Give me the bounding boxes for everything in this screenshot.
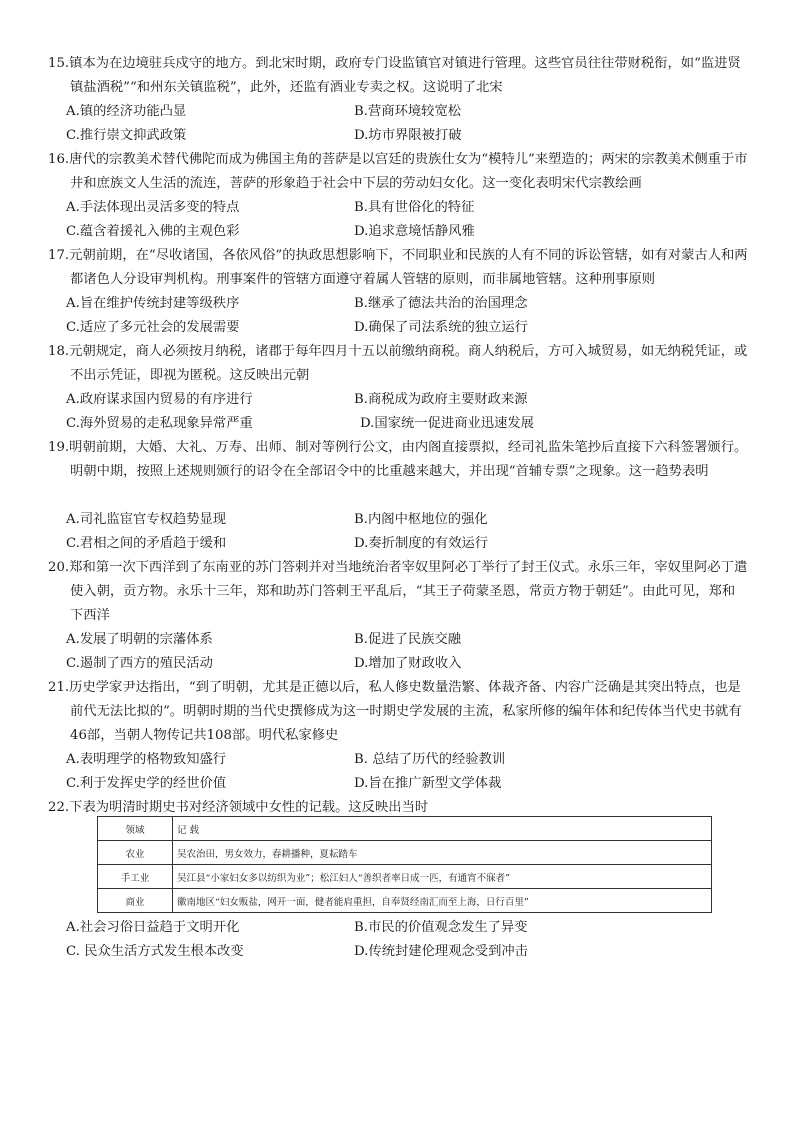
question-19-option-d: D.奏折制度的有效运行	[354, 536, 489, 551]
question-18	[48, 340, 748, 388]
table-cell: 记 载	[173, 817, 712, 841]
question-21-stem: 21.历史学家尹达指出，“到了明朝，尤其是正德以后，私人修史数量浩繁、体裁齐备、内容广泛确是其突出特点，也是前代无法比拟的”。明朝时期的当代史撰修成为这一时期史学发展的主流，私家所修的编年体和纪传体当代史书就有46部，当朝人物传记共108部。明代私家修史	[48, 680, 742, 743]
question-19-stem: 19.明朝前期，大婚、大礼、万寿、出师、制对等例行公文，由内阁直接票拟，经司礼监朱笔抄后直接下六科签署颁行。明朝中期，按照上述规则颁行的诏令在全部诏令中的比重越来越大，并出现“首辅专票”之现象。这一趋势表明	[48, 440, 748, 479]
question-17-option-a: A.旨在维护传统封建等级秩序	[66, 296, 240, 311]
question-21-option-a: A.表明理学的格物致知盛行	[66, 752, 227, 767]
question-21-option-d: D.旨在推广新型文学体裁	[354, 776, 502, 791]
table-header-row	[98, 817, 712, 841]
question-15-option-b: B.营商环境较宽松	[354, 104, 462, 119]
question-20-option-b: B.促进了民族交融	[354, 632, 462, 647]
question-21-option-b: B. 总结了历代的经验教训	[354, 752, 506, 767]
question-16-option-a: A.手法体现出灵活多变的特点	[66, 200, 240, 215]
question-17-stem: 17.元朝前期，在“尽收诸国，各依风俗”的执政思想影响下，不同职业和民族的人有不同的诉讼管辖，如有对蒙古人和两都诸色人分设审判机构。刑事案件的管辖方面遵守着属人管辖的原则，而非属地管辖。这种刑事原则	[48, 248, 748, 287]
question-19-option-c: C.君相之间的矛盾趋于缓和	[66, 536, 227, 551]
question-16-option-d: D.追求意境恬静风雅	[354, 224, 475, 239]
table-cell: 农业	[98, 841, 173, 865]
question-22-option-a: A.社会习俗日益趋于文明开化	[66, 920, 240, 935]
question-15-option-a: A.镇的经济功能凸显	[66, 104, 187, 119]
question-18-option-d: D.国家统一促进商业迅速发展	[360, 416, 534, 431]
question-16-stem: 16.唐代的宗教美术替代佛陀而成为佛国主角的菩萨是以宫廷的贵族仕女为“模特儿”来塑造的；两宋的宗教美术侧重于市井和庶族文人生活的流连，菩萨的形象趋于社会中下层的劳动妇女化。这一变化表明宋代宗教绘画	[48, 152, 748, 191]
question-22-option-b: B.市民的价值观念发生了异变	[354, 920, 528, 935]
question-20-stem: 20.郑和第一次下西洋到了东南亚的苏门答剌并对当地统治者宰奴里阿必丁举行了封王仪式。永乐三年，宰奴里阿必丁遣使入朝，贡方物。永乐十三年，郑和助苏门答剌王平乱后，“其王子荷蒙圣恩，常贡方物于朝廷”。由此可见，郑和下西洋	[48, 560, 748, 623]
table-cell: 吴农治田，男女效力，春耕播种，夏耘踏车	[173, 841, 712, 865]
question-15-stem: 15.镇本为在边境驻兵戍守的地方。到北宋时期，政府专门设监镇官对镇进行管理。这些官员往往带财税衔，如“监进贤镇盐酒税”“和州东关镇监税”，此外，还监有酒业专卖之权。这说明了北宋	[48, 56, 741, 95]
question-20	[48, 556, 748, 628]
table-cell: 徽南地区“妇女贩盐，网开一面，健者能肩重担，自奉贤经南汇而至上海，日行百里”	[173, 889, 712, 913]
question-21-option-c: C.利于发挥史学的经世价值	[66, 776, 227, 791]
question-20-option-a: A.发展了明朝的宗藩体系	[66, 632, 213, 647]
question-22-stem: 22.下表为明清时期史书对经济领域中女性的记载。这反映出当时	[48, 800, 429, 815]
table-row	[98, 865, 712, 889]
table-cell: 领域	[98, 817, 173, 841]
question-19-option-b: B.内阁中枢地位的强化	[354, 512, 488, 527]
question-18-option-b: B.商税成为政府主要财政来源	[354, 392, 528, 407]
question-18-option-a: A.政府谋求国内贸易的有序进行	[66, 392, 253, 407]
table-row	[98, 889, 712, 913]
question-22-option-d: D.传统封建伦理观念受到冲击	[354, 944, 528, 959]
table-cell: 商业	[98, 889, 173, 913]
question-17-option-d: D.确保了司法系统的独立运行	[354, 320, 528, 335]
question-22-option-c: C. 民众生活方式发生根本改变	[66, 944, 244, 959]
question-17-option-c: C.适应了多元社会的发展需要	[66, 320, 240, 335]
records-table	[97, 816, 712, 913]
question-15-option-c: C.推行崇文抑武政策	[66, 128, 187, 143]
question-19-option-a: A.司礼监宦官专权趋势显现	[66, 512, 227, 527]
question-21	[48, 676, 748, 748]
question-15	[48, 52, 748, 100]
question-19	[48, 436, 748, 484]
question-20-option-c: C.遏制了西方的殖民活动	[66, 656, 213, 671]
table-cell: 吴江县“小家妇女多以纺织为业”；松江妇人“善织者率日成一匹，有通宵不寐者”	[173, 865, 712, 889]
question-17	[48, 244, 748, 292]
table-row	[98, 841, 712, 865]
table-cell: 手工业	[98, 865, 173, 889]
question-16-option-c: C.蕴含着援礼入佛的主观色彩	[66, 224, 240, 239]
question-18-stem: 18.元朝规定，商人必须按月纳税，诸郡于每年四月十五以前缴纳商税。商人纳税后，方可入城贸易，如无纳税凭证，或不出示凭证，即视为匿税。这反映出元朝	[48, 344, 748, 383]
question-17-option-b: B.继承了德法共治的治国理念	[354, 296, 528, 311]
question-15-option-d: D.坊市界限被打破	[354, 128, 462, 143]
question-18-option-c: C.海外贸易的走私现象异常严重	[66, 416, 253, 431]
question-16	[48, 148, 748, 196]
question-16-option-b: B.具有世俗化的特征	[354, 200, 475, 215]
question-20-option-d: D.增加了财政收入	[354, 656, 462, 671]
